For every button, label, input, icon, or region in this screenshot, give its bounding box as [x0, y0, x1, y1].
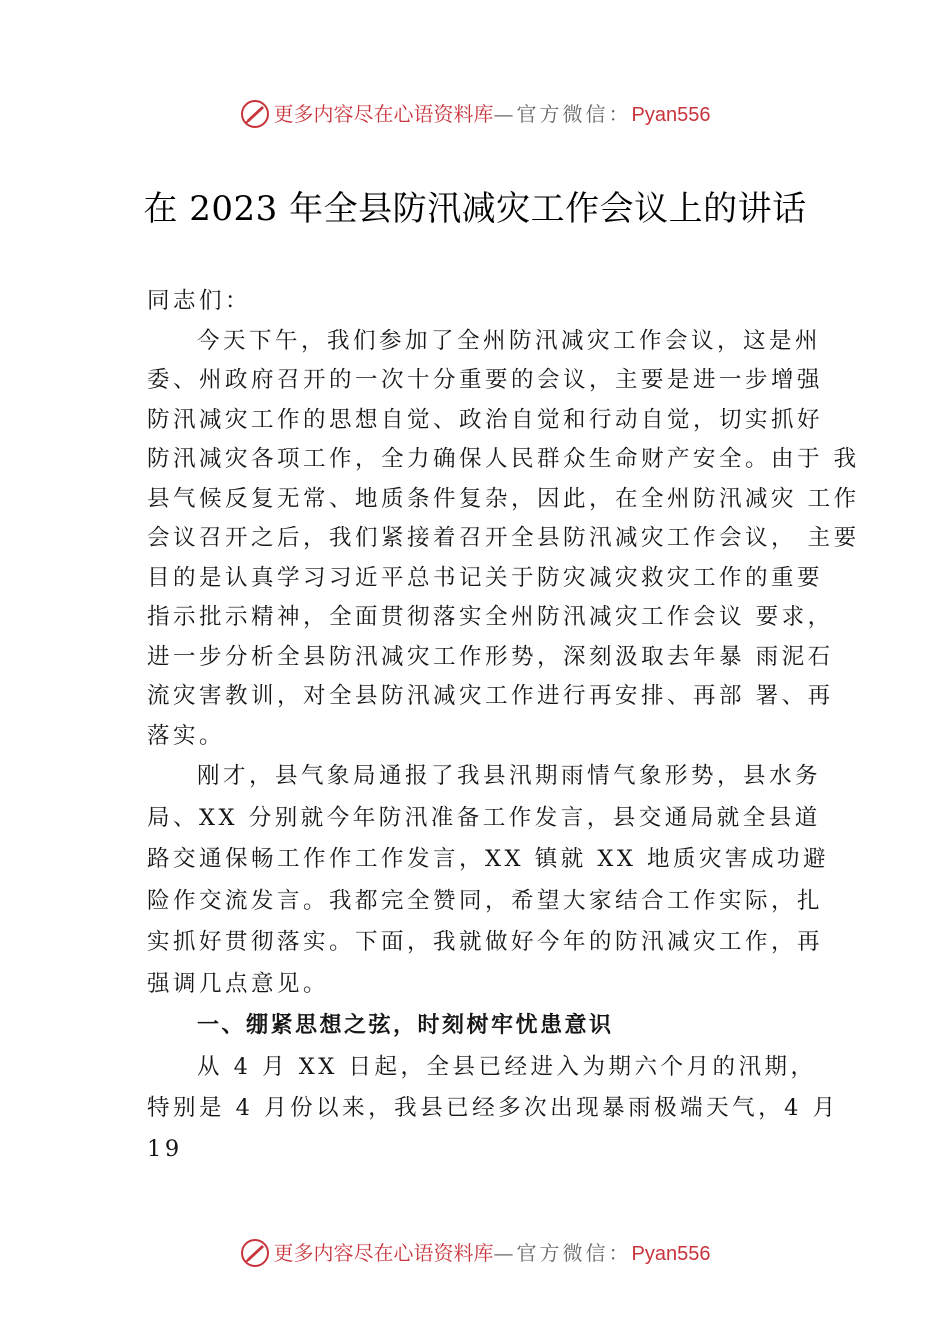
paragraph-3 — [147, 1047, 837, 1170]
text-line: 特别是 4 月份以来，我县已经多次出现暴雨极端天气，4 月 — [147, 1095, 839, 1121]
watermark-separator: — — [493, 102, 517, 126]
paragraph-2 — [147, 756, 837, 1005]
text-line: 局、XX 分别就今年防汛准备工作发言，县交通局就全县道 — [147, 804, 821, 831]
text-line: 防汛减灾各项工作，全力确保人民群众生命财产安全。由于 我 — [147, 446, 860, 472]
text-line: 实抓好贯彻落实。下面，我就做好今年的防汛减灾工作，再 — [147, 929, 824, 955]
watermark-brand: 更多内容尽在心语资料库 — [273, 1241, 494, 1265]
pen-logo-icon — [240, 99, 270, 129]
watermark-wechat-label: 官方微信： — [516, 102, 632, 126]
watermark-wechat-id: Pyan556 — [631, 1243, 711, 1265]
text-line: 县气候反复无常、地质条件复杂，因此，在全州防汛减灾 工作 — [147, 485, 860, 512]
document-body — [147, 282, 860, 1170]
text-line: 从 4 月 XX 日起，全县已经进入为期六个月的汛期， — [197, 1054, 817, 1080]
paragraph-1 — [147, 322, 860, 757]
text-line: 进一步分析全县防汛减灾工作形势，深刻汲取去年暴 雨泥石 — [147, 643, 834, 670]
text-line: 会议召开之后，我们紧接着召开全县防汛减灾工作会议， 主要 — [147, 525, 860, 551]
text-line: 路交通保畅工作作工作发言，XX 镇就 XX 地质灾害成功避 — [147, 846, 830, 872]
salutation: 同志们： — [147, 288, 252, 314]
watermark-brand: 更多内容尽在心语资料库 — [273, 102, 494, 126]
watermark-header — [0, 99, 950, 129]
text-line: 险作交流发言。我都完全赞同，希望大家结合工作实际，扎 — [147, 887, 824, 914]
text-line: 强调几点意见。 — [147, 970, 330, 997]
document-title: 在 2023 年全县防汛减灾工作会议上的讲话 — [143, 189, 807, 229]
watermark-wechat-label: 官方微信： — [516, 1241, 632, 1265]
text-line: 流灾害教训，对全县防汛减灾工作进行再安排、再部 署、再 — [147, 683, 834, 709]
text-line: 防汛减灾工作的思想自觉、政治自觉和行动自觉，切实抓好 — [147, 406, 824, 433]
section-heading-1: 一、绷紧思想之弦，时刻树牢忧患意识 — [197, 1013, 614, 1038]
text-line: 刚才，县气象局通报了我县汛期雨情气象形势，县水务 — [197, 763, 822, 789]
text-line: 目的是认真学习习近平总书记关于防灾减灾救灾工作的重要 — [147, 564, 824, 591]
text-line: 指示批示精神，全面贯彻落实全州防汛减灾工作会议 要求， — [147, 604, 834, 630]
watermark-wechat-id: Pyan556 — [631, 104, 711, 126]
watermark-footer — [0, 1238, 950, 1268]
pen-logo-icon — [240, 1238, 270, 1268]
watermark-separator: — — [493, 1241, 517, 1265]
text-line: 落实。 — [147, 722, 226, 749]
text-line: 委、州政府召开的一次十分重要的会议，主要是进一步增强 — [147, 367, 824, 393]
text-line: 19 — [147, 1136, 183, 1162]
text-line: 今天下午，我们参加了全州防汛减灾工作会议，这是州 — [197, 327, 822, 354]
